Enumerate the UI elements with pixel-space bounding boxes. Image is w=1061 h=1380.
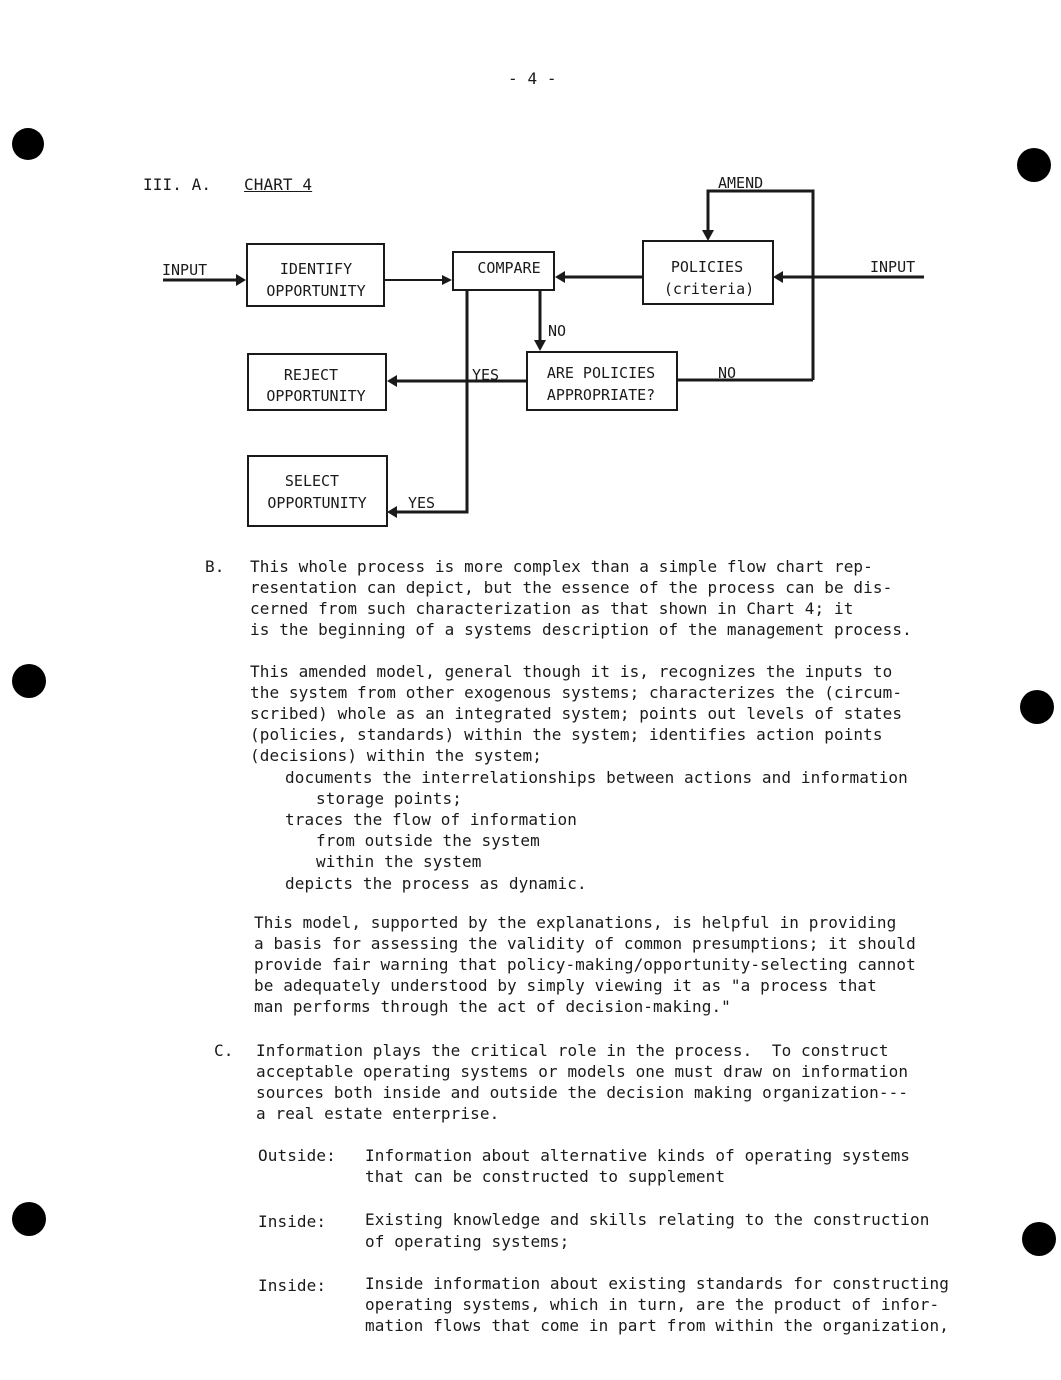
list-item: documents the interrelationships between actions and information: [285, 768, 908, 787]
punch-hole: [1020, 690, 1054, 724]
compare-label: COMPARE: [477, 259, 541, 277]
no-label-2: NO: [718, 364, 737, 382]
arrowhead: [773, 271, 783, 283]
section-b-para1-line: is the beginning of a systems description of the management process.: [250, 620, 912, 639]
section-c-para1-line: sources both inside and outside the decision making organization---: [256, 1083, 909, 1102]
policies-label-2: (criteria): [663, 280, 755, 298]
arrowhead: [387, 506, 397, 518]
item-line: that can be constructed to supplement: [365, 1167, 726, 1186]
section-b-para2-line: This amended model, general though it is, recognizes the inputs to: [250, 662, 893, 681]
section-c-para1-line: Information plays the critical role in the process. To construct: [256, 1041, 889, 1060]
yes-select-arrow: [394, 290, 467, 512]
punch-hole: [12, 1202, 46, 1236]
list-item: traces the flow of information: [285, 810, 577, 829]
identify-label-2: OPPORTUNITY: [266, 282, 366, 300]
yes-label-2: YES: [408, 494, 436, 512]
item-line: operating systems, which in turn, are the product of infor-: [365, 1295, 940, 1314]
arrowhead: [702, 230, 714, 241]
list-item: storage points;: [316, 789, 462, 808]
select-box: [248, 456, 387, 526]
input-left-label: INPUT: [162, 261, 208, 279]
section-b-para1-line: resentation can depict, but the essence of the process can be dis-: [250, 578, 893, 597]
punch-hole: [12, 664, 46, 698]
appropriate-label-1: ARE POLICIES: [546, 364, 656, 382]
select-label-2: OPPORTUNITY: [267, 494, 367, 512]
item-line: mation flows that come in part from within the organization,: [365, 1316, 949, 1335]
section-b-para1-line: This whole process is more complex than a simple flow chart rep-: [250, 557, 873, 576]
item-line: Inside information about existing standards for constructing: [365, 1274, 949, 1293]
section-b-para3-line: This model, supported by the explanations, is helpful in providing: [254, 913, 897, 932]
item-line: Existing knowledge and skills relating to the construction: [365, 1210, 930, 1229]
arrowhead: [387, 375, 397, 387]
section-b-para3-line: be adequately understood by simply viewing it as "a process that: [254, 976, 877, 995]
punch-hole: [1022, 1222, 1056, 1256]
yes-label-1: YES: [472, 366, 500, 384]
arrowhead: [534, 340, 546, 351]
list-item: depicts the process as dynamic.: [285, 874, 587, 893]
item-line: Information about alternative kinds of operating systems: [365, 1146, 911, 1165]
arrowhead: [555, 271, 565, 283]
section-b-para3-line: man performs through the act of decision-making.": [254, 997, 731, 1016]
section-b-para2-line: the system from other exogenous systems; characterizes the (circum-: [250, 683, 903, 702]
list-item: within the system: [316, 852, 482, 871]
section-b-para2-line: scribed) whole as an integrated system; points out levels of states: [250, 704, 903, 723]
section-b-para1-line: cerned from such characterization as that shown in Chart 4; it: [250, 599, 854, 618]
item-term: Inside:: [258, 1212, 327, 1231]
page-number: - 4 -: [508, 69, 557, 88]
no-label-1: NO: [548, 322, 567, 340]
select-label-1: SELECT: [284, 472, 340, 490]
section-b-label: B.: [205, 557, 225, 576]
section-b-para3-line: provide fair warning that policy-making/opportunity-selecting cannot: [254, 955, 916, 974]
section-c-para1-line: a real estate enterprise.: [256, 1104, 500, 1123]
list-item: from outside the system: [316, 831, 540, 850]
appropriate-label-2: APPROPRIATE?: [546, 386, 656, 404]
section-b-para3-line: a basis for assessing the validity of common presumptions; it should: [254, 934, 916, 953]
reject-label-2: OPPORTUNITY: [266, 387, 366, 405]
amend-label: AMEND: [718, 174, 764, 192]
identify-label-1: IDENTIFY: [279, 260, 353, 278]
flow-diagram: [0, 0, 1061, 540]
section-label: III. A.: [143, 175, 212, 194]
arrowhead: [442, 275, 452, 285]
section-b-para2-line: (policies, standards) within the system; identifies action points: [250, 725, 883, 744]
reject-label-1: REJECT: [283, 366, 339, 384]
policies-label-1: POLICIES: [670, 258, 744, 276]
section-b-para2-line: (decisions) within the system;: [250, 746, 542, 765]
section-c-para1-line: acceptable operating systems or models one must draw on information: [256, 1062, 909, 1081]
section-c-label: C.: [214, 1041, 234, 1060]
chart-title: CHART 4: [244, 175, 313, 194]
input-right-label: INPUT: [870, 258, 916, 276]
item-term: Inside:: [258, 1276, 327, 1295]
arrowhead: [236, 274, 246, 286]
item-term: Outside:: [258, 1146, 336, 1165]
item-line: of operating systems;: [365, 1232, 570, 1251]
